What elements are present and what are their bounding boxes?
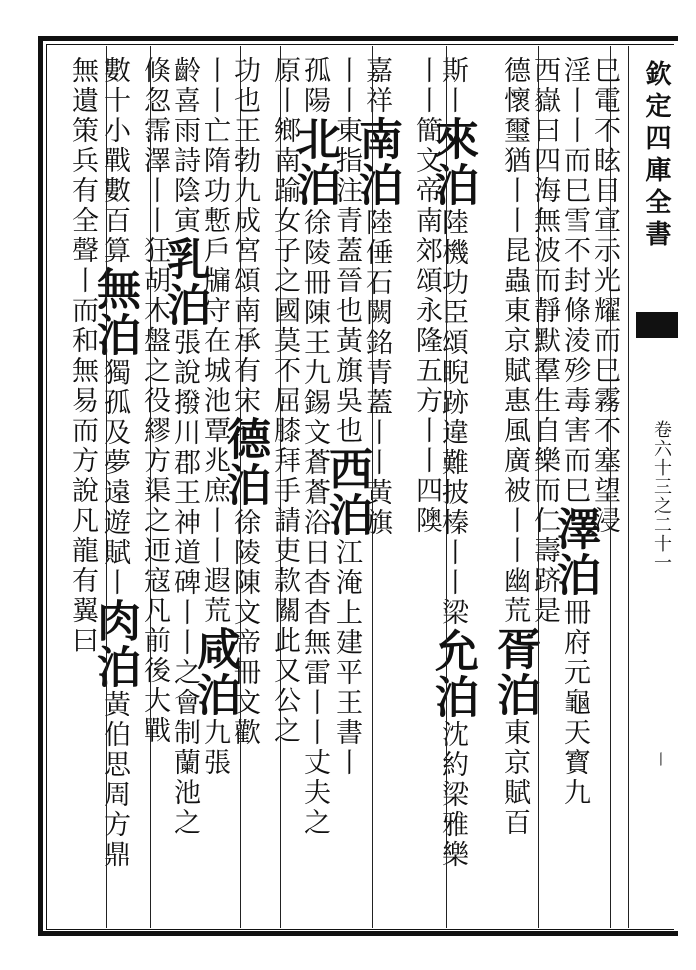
column-text: 德懷璽猶丨丨昆蟲東京賦惠風廣被丨丨幽荒 <box>499 56 530 626</box>
column-text: 徐陵陳文帝冊文歡 <box>229 508 260 748</box>
column-text: 孤陽 <box>299 56 330 116</box>
book-title: 欽定四庫全書 <box>641 60 671 252</box>
column-text: 陸倕石闕銘青蓋丨丨黃旗 <box>361 208 392 538</box>
volume-label: 卷六十三之二十一 <box>651 420 672 572</box>
headword: 肉泊 <box>89 598 140 690</box>
column-text: 數十小戰數百算 <box>99 56 130 266</box>
column-rule <box>106 46 107 928</box>
column-text: 張說撥川郡王神道碑丨丨之會制蘭池之 <box>169 328 200 838</box>
headword: 德泊 <box>219 416 270 508</box>
column-rule <box>280 46 281 928</box>
text-column <box>132 56 176 926</box>
column-text: 陸機功臣頌睨跡違難披榛丨丨梁 <box>437 208 468 628</box>
text-column <box>489 56 540 926</box>
column-text: 東京賦百 <box>499 718 530 838</box>
column-text: 無遺策兵有全聲 <box>67 56 98 266</box>
column-text: 說凡龍有翼曰 <box>67 476 98 656</box>
column-text: 丨丨 <box>331 56 362 116</box>
column-text: 黃伯思周方鼎 <box>99 690 130 870</box>
headword: 胥泊 <box>489 626 540 718</box>
headword: 澤泊 <box>549 506 600 598</box>
column-text: 冊府元龜天寳九 <box>559 598 590 808</box>
column-rule <box>150 46 151 928</box>
column-text: 徐陵冊陳王九錫文蒼蒼浴日杳杳無雷丨丨丈夫之 <box>299 208 330 838</box>
column-text: 原丨 <box>269 56 300 116</box>
headword: 北泊 <box>289 116 340 208</box>
column-rule <box>610 46 611 928</box>
column-text: 沈約梁雅樂 <box>437 720 468 870</box>
page-number: 丨 <box>652 752 668 766</box>
column-rule <box>446 46 447 928</box>
text-column <box>404 56 448 926</box>
column-text: 東指注青蓋晉也黃旗吳也 <box>331 116 362 446</box>
headword: 咸泊 <box>189 626 240 718</box>
column-text: 丨丨 <box>411 56 442 116</box>
column-text: 覃兆庶丨丨遐荒 <box>199 416 230 626</box>
column-text: 鄉南踰女子之國莫不屈膝拜手請吏款關此又公之 <box>269 116 300 746</box>
fishtail-mark <box>636 312 678 338</box>
column-text: 狂胡木盤之役繆方渠之迊寇凡前後大戰 <box>139 236 170 746</box>
column-text: 西嶽曰四海無波而靜默羣生自樂而仁壽跻是 <box>529 56 560 626</box>
column-text: 淫丨丨而巳雪不封條淩殄毒害而巳 <box>559 56 590 506</box>
column-text: 倏忽霈澤丨丨 <box>139 56 170 236</box>
column-rule <box>240 46 241 928</box>
column-rule <box>372 46 373 928</box>
column-text: 九張 <box>199 718 230 778</box>
column-rule <box>538 46 539 928</box>
column-text: 斯丨 <box>437 56 468 116</box>
text-column <box>60 56 104 926</box>
headword: 允泊 <box>427 628 478 720</box>
column-text: 簡文帝南郊頌永隆五方丨丨四隩 <box>411 116 442 536</box>
headword: 來泊 <box>427 116 478 208</box>
column-text: 齡喜雨詩陰寅 <box>169 56 200 236</box>
headword: 乳泊 <box>159 236 210 328</box>
column-text: 江淹上建平王書丨 <box>331 538 362 778</box>
column-text: 嘉祥 <box>361 56 392 116</box>
headword: 無泊 <box>89 266 140 358</box>
column-text: 巳電不眩目宣示光耀而巳霧不塞望浸 <box>589 56 620 536</box>
headword: 西泊 <box>321 446 372 538</box>
headword: 南泊 <box>351 116 402 208</box>
column-text: 丨而和無易而方 <box>67 266 98 476</box>
column-text: 丨丨亡隋功慙戶牖守在城池 <box>199 56 230 416</box>
column-text: 功也王勃九成宮頌南承有宋 <box>229 56 260 416</box>
column-text: 獨孤及夢遠遊賦丨 <box>99 358 130 598</box>
